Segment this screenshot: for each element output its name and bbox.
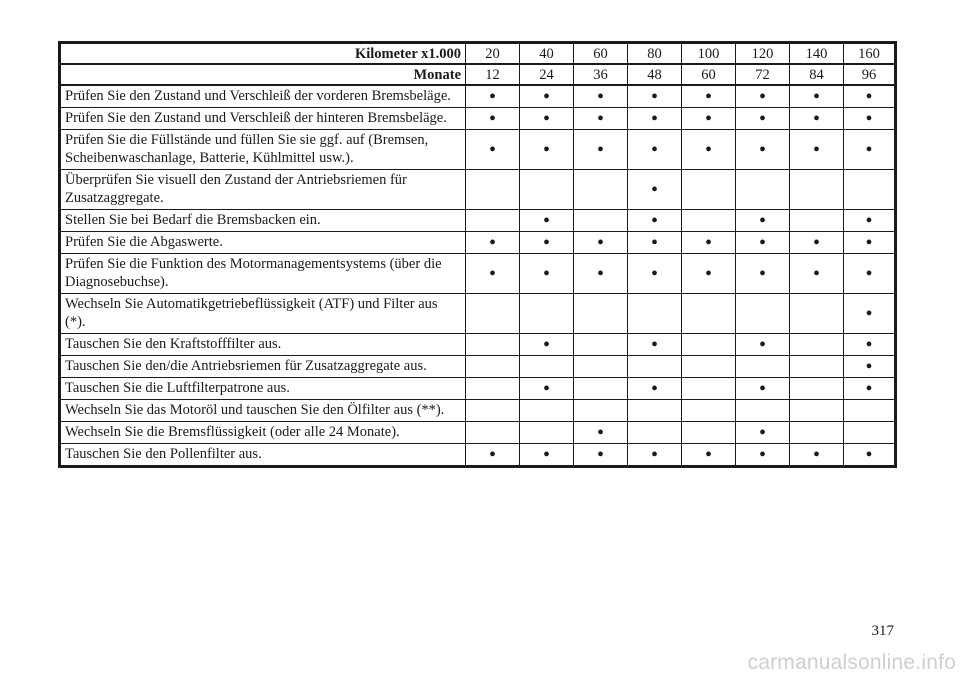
page-number: 317 [871, 623, 894, 639]
service-description: Wechseln Sie das Motoröl und tauschen Sie den Ölfilter aus (**). [60, 400, 466, 422]
service-mark: • [844, 356, 896, 378]
km-value: 80 [628, 43, 682, 65]
service-row [60, 85, 896, 108]
months-value: 72 [736, 64, 790, 85]
empty-cell [574, 356, 628, 378]
empty-cell [844, 170, 896, 210]
service-mark: • [790, 254, 844, 294]
months-value: 48 [628, 64, 682, 85]
service-description: Tauschen Sie die Luftfilterpatrone aus. [60, 378, 466, 400]
service-description: Prüfen Sie den Zustand und Verschleiß der vorderen Bremsbeläge. [60, 85, 466, 108]
empty-cell [628, 356, 682, 378]
service-mark: • [790, 444, 844, 467]
empty-cell [466, 378, 520, 400]
empty-cell [682, 210, 736, 232]
empty-cell [844, 400, 896, 422]
service-mark: • [628, 85, 682, 108]
service-mark: • [790, 108, 844, 130]
empty-cell [790, 334, 844, 356]
empty-cell [844, 422, 896, 444]
service-mark: • [682, 108, 736, 130]
empty-cell [682, 356, 736, 378]
service-mark: • [844, 210, 896, 232]
service-mark: • [574, 130, 628, 170]
empty-cell [736, 170, 790, 210]
kilometer-header-row [60, 43, 896, 65]
service-row [60, 254, 896, 294]
empty-cell [790, 422, 844, 444]
service-row [60, 444, 896, 467]
watermark: carmanualsonline.info [747, 651, 956, 674]
service-mark: • [736, 85, 790, 108]
empty-cell [574, 210, 628, 232]
service-description: Tauschen Sie den Pollenfilter aus. [60, 444, 466, 467]
empty-cell [520, 294, 574, 334]
service-mark: • [466, 444, 520, 467]
empty-cell [628, 400, 682, 422]
service-description: Prüfen Sie die Abgaswerte. [60, 232, 466, 254]
empty-cell [790, 170, 844, 210]
km-value: 40 [520, 43, 574, 65]
empty-cell [466, 356, 520, 378]
service-mark: • [520, 108, 574, 130]
empty-cell [736, 400, 790, 422]
service-mark: • [682, 444, 736, 467]
empty-cell [628, 422, 682, 444]
empty-cell [682, 378, 736, 400]
service-row [60, 232, 896, 254]
service-description: Überprüfen Sie visuell den Zustand der Antriebsriemen für Zusatzaggregate. [60, 170, 466, 210]
months-value: 84 [790, 64, 844, 85]
empty-cell [682, 422, 736, 444]
empty-cell [466, 422, 520, 444]
service-row [60, 294, 896, 334]
service-mark: • [520, 130, 574, 170]
service-mark: • [844, 232, 896, 254]
empty-cell [574, 170, 628, 210]
service-mark: • [844, 130, 896, 170]
km-value: 100 [682, 43, 736, 65]
empty-cell [520, 170, 574, 210]
service-row [60, 108, 896, 130]
service-mark: • [628, 254, 682, 294]
empty-cell [736, 294, 790, 334]
service-mark: • [682, 130, 736, 170]
service-mark: • [844, 294, 896, 334]
service-row [60, 130, 896, 170]
service-mark: • [574, 232, 628, 254]
service-description: Prüfen Sie den Zustand und Verschleiß der hinteren Bremsbeläge. [60, 108, 466, 130]
service-mark: • [520, 334, 574, 356]
service-mark: • [574, 444, 628, 467]
service-mark: • [736, 378, 790, 400]
service-mark: • [520, 210, 574, 232]
service-mark: • [844, 378, 896, 400]
service-mark: • [520, 85, 574, 108]
km-value: 20 [466, 43, 520, 65]
empty-cell [520, 422, 574, 444]
service-description: Tauschen Sie den Kraftstofffilter aus. [60, 334, 466, 356]
service-row [60, 210, 896, 232]
service-mark: • [844, 334, 896, 356]
empty-cell [682, 400, 736, 422]
service-description: Wechseln Sie Automatikgetriebeflüssigkeit (ATF) und Filter aus (*). [60, 294, 466, 334]
service-description: Stellen Sie bei Bedarf die Bremsbacken ein. [60, 210, 466, 232]
empty-cell [682, 334, 736, 356]
service-mark: • [574, 422, 628, 444]
service-mark: • [682, 232, 736, 254]
empty-cell [790, 400, 844, 422]
empty-cell [790, 356, 844, 378]
service-mark: • [682, 254, 736, 294]
empty-cell [520, 356, 574, 378]
service-mark: • [790, 130, 844, 170]
service-mark: • [628, 232, 682, 254]
empty-cell [520, 400, 574, 422]
service-mark: • [844, 108, 896, 130]
empty-cell [628, 294, 682, 334]
service-mark: • [736, 444, 790, 467]
service-mark: • [736, 254, 790, 294]
service-mark: • [466, 130, 520, 170]
service-mark: • [628, 170, 682, 210]
empty-cell [574, 400, 628, 422]
service-row [60, 170, 896, 210]
service-mark: • [736, 422, 790, 444]
empty-cell [790, 294, 844, 334]
service-description: Wechseln Sie die Bremsflüssigkeit (oder alle 24 Monate). [60, 422, 466, 444]
months-value: 24 [520, 64, 574, 85]
empty-cell [790, 210, 844, 232]
service-mark: • [844, 254, 896, 294]
service-mark: • [574, 254, 628, 294]
empty-cell [574, 334, 628, 356]
months-value: 96 [844, 64, 896, 85]
months-label: Monate [60, 64, 466, 85]
empty-cell [682, 170, 736, 210]
empty-cell [736, 356, 790, 378]
maintenance-schedule-table [58, 41, 897, 468]
service-mark: • [736, 334, 790, 356]
service-mark: • [574, 85, 628, 108]
km-value: 60 [574, 43, 628, 65]
empty-cell [466, 170, 520, 210]
service-description: Tauschen Sie den/die Antriebsriemen für Zusatzaggregate aus. [60, 356, 466, 378]
km-value: 160 [844, 43, 896, 65]
service-mark: • [736, 232, 790, 254]
months-header-row [60, 64, 896, 85]
service-mark: • [628, 378, 682, 400]
service-mark: • [466, 85, 520, 108]
service-row [60, 400, 896, 422]
service-mark: • [844, 444, 896, 467]
service-mark: • [466, 108, 520, 130]
km-value: 140 [790, 43, 844, 65]
service-description: Prüfen Sie die Füllstände und füllen Sie sie ggf. auf (Bremsen, Scheibenwaschanlage, Batterie, Kühlmittel usw.). [60, 130, 466, 170]
service-row [60, 334, 896, 356]
service-row [60, 356, 896, 378]
service-mark: • [790, 232, 844, 254]
empty-cell [574, 294, 628, 334]
service-mark: • [682, 85, 736, 108]
service-mark: • [520, 378, 574, 400]
months-value: 36 [574, 64, 628, 85]
service-mark: • [466, 232, 520, 254]
empty-cell [574, 378, 628, 400]
service-mark: • [520, 254, 574, 294]
empty-cell [682, 294, 736, 334]
service-mark: • [628, 334, 682, 356]
empty-cell [466, 334, 520, 356]
service-mark: • [844, 85, 896, 108]
service-mark: • [574, 108, 628, 130]
service-mark: • [520, 232, 574, 254]
empty-cell [466, 400, 520, 422]
service-mark: • [628, 210, 682, 232]
service-mark: • [790, 85, 844, 108]
service-mark: • [628, 130, 682, 170]
empty-cell [790, 378, 844, 400]
empty-cell [466, 294, 520, 334]
service-mark: • [736, 108, 790, 130]
kilometer-label: Kilometer x1.000 [60, 43, 466, 65]
service-mark: • [466, 254, 520, 294]
km-value: 120 [736, 43, 790, 65]
empty-cell [466, 210, 520, 232]
service-mark: • [628, 444, 682, 467]
service-mark: • [628, 108, 682, 130]
service-mark: • [736, 130, 790, 170]
service-row [60, 422, 896, 444]
months-value: 60 [682, 64, 736, 85]
service-description: Prüfen Sie die Funktion des Motormanagementsystems (über die Diagnosebuchse). [60, 254, 466, 294]
months-value: 12 [466, 64, 520, 85]
service-row [60, 378, 896, 400]
service-mark: • [736, 210, 790, 232]
service-mark: • [520, 444, 574, 467]
